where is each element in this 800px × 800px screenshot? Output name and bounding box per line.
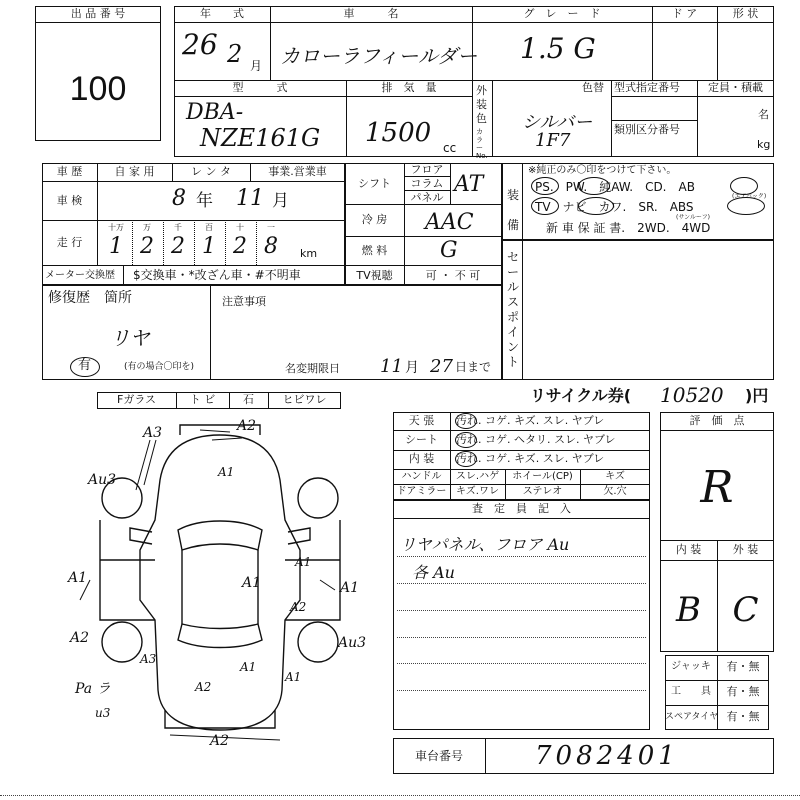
interior-score-label: 内 装	[675, 543, 702, 556]
car-name-value: カローラフィールダー	[280, 44, 478, 68]
wheel-front-right	[298, 478, 338, 518]
inspector-label: 査 定 員 記 入	[472, 502, 571, 515]
inspection-month-unit: 月	[272, 191, 289, 211]
recycle-value: 10520	[660, 383, 724, 407]
tv-options: 可 ・ 不 可	[425, 269, 481, 282]
ac-label: 冷 房	[361, 213, 388, 226]
interior-label: 内 装	[408, 452, 435, 465]
repair-has-label: 有	[78, 358, 92, 373]
place-100k: 十万	[108, 223, 124, 232]
class-number-label: 類別区分番号	[614, 123, 680, 136]
type-number-label: 型式指定番号	[614, 81, 680, 94]
circle-interior-stain	[455, 451, 477, 467]
mark-panel: Pa ラ	[75, 681, 111, 697]
inspection-label: 車 検	[56, 194, 83, 207]
seat-options: 汚れ. コゲ. ヘタリ. スレ. ヤブレ	[456, 433, 616, 446]
exterior-score-value: C	[732, 590, 759, 630]
score-value: R	[700, 462, 734, 513]
model-line2: NZE161G	[200, 124, 321, 152]
deadline-day-unit: 日まで	[455, 360, 492, 374]
wheel-rear-right	[298, 622, 338, 662]
month-unit: 月	[250, 59, 263, 73]
mark-a1-mid-right: A1	[295, 555, 312, 569]
displacement-label: 排 気 量	[381, 81, 437, 94]
door-mirror-options: キズ.ワレ	[456, 486, 499, 497]
model-line1: DBA-	[186, 100, 244, 125]
stereo-options: 欠.穴	[603, 486, 627, 497]
mark-au3-rear-right: Au3	[338, 635, 367, 651]
repair-has-note: (有の場合〇印を)	[124, 362, 195, 372]
mark-a1-right: A1	[340, 580, 360, 596]
color-repaint-label: 色替	[582, 81, 604, 94]
mark-a1-mid-left: A1	[242, 575, 262, 591]
jack-label: ジャッキ	[671, 661, 711, 672]
jack-value: 有・無	[726, 660, 760, 673]
history-private[interactable]: 自 家 用	[114, 165, 155, 178]
inspection-year: 8	[172, 186, 186, 211]
glass-crack: ヒビワレ	[282, 393, 327, 406]
capacity-unit-persons: 名	[758, 108, 769, 121]
circle-ab	[730, 177, 758, 195]
shift-column[interactable]: コラム	[410, 177, 444, 190]
tools-value: 有・無	[726, 685, 760, 698]
shift-floor[interactable]: フロア	[410, 163, 444, 176]
ac-value: AAC	[425, 210, 474, 235]
mark-a2-front: A2	[237, 418, 257, 434]
equipment-line1: PS. PW. 純AW. CD. AB	[535, 180, 695, 194]
history-rental[interactable]: レ ン タ	[191, 165, 231, 178]
wheel-rear-left	[102, 622, 142, 662]
repair-value: リヤ	[110, 326, 150, 350]
color-value: シルバー	[522, 112, 593, 133]
tools-label: 工 具	[671, 686, 711, 697]
mark-a1-rear-right: A1	[285, 670, 302, 684]
mileage-unit: km	[300, 247, 318, 260]
model-label: 型 式	[232, 81, 288, 94]
mark-a2-mid: A2	[290, 600, 307, 614]
chassis-value: 7082401	[535, 741, 679, 771]
color-code-side-label: カラーNo.	[476, 128, 488, 160]
car-body-outline	[140, 435, 300, 730]
fuel-value: G	[440, 238, 458, 263]
stereo-label: ステレオ	[522, 486, 563, 497]
year-value: 26	[182, 28, 218, 61]
equipment-note: ※純正のみ〇印をつけて下さい。	[528, 165, 677, 176]
deadline-label: 名変期限日	[285, 362, 340, 375]
digit-100k: 1	[109, 234, 123, 259]
mark-a2-left-rear: A2	[70, 630, 90, 646]
place-100: 百	[205, 223, 213, 232]
score-label: 評 価 点	[689, 414, 745, 427]
interior-score-value: B	[676, 590, 701, 630]
equipment-sunroof-note: (サンルーフ)	[676, 214, 710, 221]
circle-tv	[531, 197, 559, 215]
capacity-unit-kg: kg	[757, 138, 771, 151]
color-side-label: 外装色	[476, 84, 487, 125]
repair-label: 修復歴 箇所	[48, 290, 132, 306]
mark-a1-hood: A1	[218, 465, 235, 479]
circle-pw	[578, 177, 610, 195]
ceiling-label: 天 張	[408, 414, 435, 427]
shape-label: 形 状	[732, 7, 759, 20]
recycle-unit: )円	[745, 386, 769, 405]
mark-a3-front: A3	[143, 425, 163, 441]
month-value: 2	[227, 40, 243, 68]
tv-label: TV視聴	[356, 269, 393, 282]
equipment-side-label: 装備	[507, 188, 520, 232]
circle-seat-stain	[455, 432, 477, 448]
digit-10k: 2	[140, 234, 154, 259]
interior-options: 汚れ. コゲ. キズ. スレ. ヤブレ	[456, 452, 605, 465]
ceiling-options: 汚れ. コゲ. キズ. スレ. ヤブレ	[456, 414, 605, 427]
handle-options: スレ.ハゲ	[455, 471, 500, 482]
digit-10: 2	[233, 234, 247, 259]
mark-au3-front-left: Au3	[88, 472, 117, 488]
displacement-unit: cc	[443, 141, 457, 155]
inspection-month: 11	[236, 186, 264, 211]
windshield-front	[178, 521, 262, 550]
digit-1k: 2	[171, 234, 185, 259]
digit-1: 8	[264, 234, 278, 259]
car-damage-diagram	[60, 410, 380, 750]
lot-label: 出 品 番 号	[70, 7, 126, 20]
glass-stone: 石	[243, 393, 254, 406]
notes-label: 注意事項	[222, 295, 266, 308]
equipment-airbag-note: (エアバック)	[732, 193, 767, 200]
exterior-score-label: 外 装	[732, 543, 759, 556]
equipment-line3: 新 車 保 証 書. 2WD. 4WD	[546, 221, 711, 235]
windshield-rear	[178, 624, 262, 648]
sales-point-label: セールスポイント	[507, 250, 520, 369]
place-1: 一	[267, 223, 275, 232]
chassis-label: 車台番号	[414, 749, 463, 763]
deadline-month: 11	[380, 356, 403, 377]
circle-navi	[578, 197, 614, 215]
year-label: 年 式	[200, 7, 244, 20]
inspector-line1: リヤパネル、フロア Au	[400, 535, 570, 554]
displacement-value: 1500	[365, 118, 432, 148]
deadline-month-unit: 月	[405, 360, 419, 376]
mark-a3-rear: A3	[140, 652, 157, 666]
mileage-label: 走 行	[56, 236, 83, 249]
capacity-label: 定員・積載	[708, 81, 763, 94]
fuel-label: 燃 料	[361, 244, 388, 257]
shift-value: AT	[454, 172, 484, 197]
history-business[interactable]: 事業.営業車	[268, 165, 327, 178]
wheel-options: キズ	[605, 471, 625, 482]
handle-label: ハンドル	[401, 471, 442, 482]
place-10: 十	[236, 223, 244, 232]
recycle-label: リサイクル券(	[530, 386, 632, 405]
mark-a1-rear-left: A1	[240, 660, 257, 674]
sales-point-box	[502, 240, 774, 380]
meter-exchange-options: $交換車・*改ざん車・#不明車	[133, 268, 301, 282]
door-mirror-label: ドアミラー	[396, 486, 447, 497]
grade-label: グ レ ー ド	[523, 7, 601, 20]
equipment-line2: TV ナビ カワ. SR. ABS	[535, 200, 694, 214]
inspection-year-unit: 年	[196, 191, 213, 211]
mark-a1-left-1: A1	[68, 570, 88, 586]
circle-abs	[727, 197, 765, 215]
lot-number: 100	[69, 70, 127, 108]
digit-100: 1	[202, 234, 216, 259]
mileage-odometer	[97, 220, 297, 265]
inspector-line2: 各 Au	[412, 563, 455, 582]
car-name-label: 車 名	[343, 7, 399, 20]
shift-panel[interactable]: パネル	[410, 191, 444, 204]
mark-u3: u3	[95, 706, 111, 720]
wheel-label: ホイール(CP)	[512, 471, 573, 482]
place-10k: 万	[143, 223, 151, 232]
spare-tire-label: スペアタイヤ	[665, 712, 719, 722]
place-1k: 千	[174, 223, 182, 232]
grade-value: 1.5 G	[520, 32, 596, 65]
door-label: ド ア	[671, 7, 698, 20]
spare-tire-value: 有・無	[726, 710, 760, 723]
meter-exchange-label: メーター交換歴	[45, 270, 115, 281]
shift-label: シフト	[358, 177, 391, 190]
mark-a2-rear-panel: A2	[195, 680, 212, 694]
deadline-day: 27	[430, 356, 453, 377]
glass-front: Fガラス	[117, 393, 156, 406]
circle-ps	[531, 177, 559, 195]
mark-a2-bumper: A2	[210, 733, 230, 749]
color-code-value: 1F7	[535, 130, 571, 151]
glass-chip: ト ビ	[189, 393, 216, 406]
history-label: 車 歴	[56, 165, 83, 178]
rear-bumper	[165, 710, 275, 728]
circle-ceiling-stain	[455, 413, 477, 429]
seat-label: シート	[405, 433, 438, 446]
